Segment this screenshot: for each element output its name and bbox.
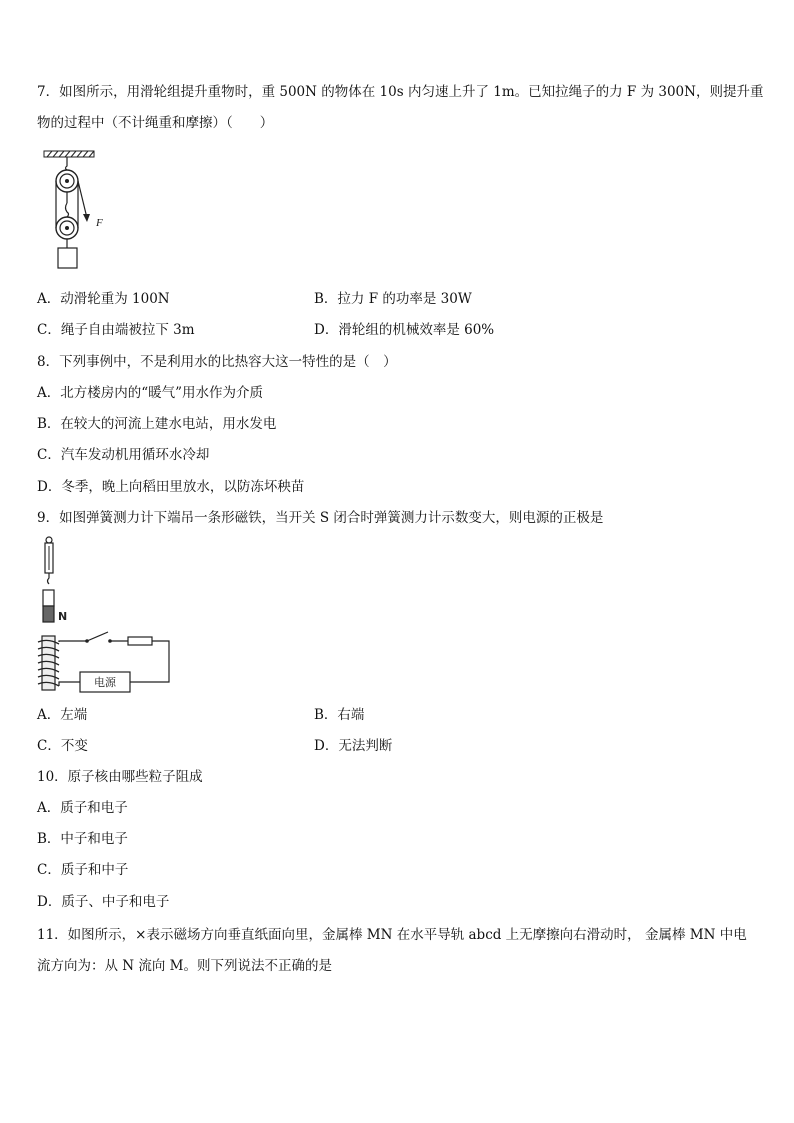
switch-s xyxy=(87,632,108,641)
q8-option-d: D．冬季，晚上向稻田里放水，以防冻坏秧苗 xyxy=(37,479,305,495)
force-label: F xyxy=(96,217,103,229)
q7-option-b: B．拉力 F 的功率是 30W xyxy=(314,291,472,307)
electromagnet-circuit-figure xyxy=(30,534,180,694)
q8-option-a: A．北方楼房内的“暖气”用水作为介质 xyxy=(37,385,264,401)
q8-option-c: C．汽车发动机用循环水冷却 xyxy=(37,447,210,463)
q9-option-c: C．不变 xyxy=(37,738,88,754)
q7-stem-line2: 物的过程中（不计绳重和摩擦）（ ） xyxy=(37,115,274,131)
resistor xyxy=(128,637,152,645)
q9-option-d: D．无法判断 xyxy=(314,738,393,754)
power-source-label: 电源 xyxy=(94,676,116,689)
q7-option-a: A．动滑轮重为 100N xyxy=(37,291,170,307)
q10-stem: 10．原子核由哪些粒子阻成 xyxy=(37,769,203,785)
magnet-n-label: N xyxy=(58,610,68,623)
q10-option-b: B．中子和电子 xyxy=(37,831,128,847)
q9-option-b: B．右端 xyxy=(314,707,365,723)
q11-stem-line2: 流方向为：从 N 流向 M。则下列说法不正确的是 xyxy=(37,958,333,974)
q9-option-a: A．左端 xyxy=(37,707,88,723)
q7-option-c: C．绳子自由端被拉下 3m xyxy=(37,322,195,338)
q10-option-d: D．质子、中子和电子 xyxy=(37,894,170,910)
q7-option-d: D．滑轮组的机械效率是 60% xyxy=(314,322,495,338)
q11-stem-line1: 11．如图所示，×表示磁场方向垂直纸面向里，金属棒 MN 在水平导轨 abcd 上无摩擦向右滑动时， 金属棒 MN 中电 xyxy=(37,927,747,943)
q8-option-b: B．在较大的河流上建水电站，用水发电 xyxy=(37,416,277,432)
pulley-system-figure xyxy=(38,148,118,273)
q10-option-c: C．质子和中子 xyxy=(37,862,129,878)
q8-stem: 8．下列事例中，不是利用水的比热容大这一特性的是（ ） xyxy=(37,354,397,370)
q10-option-a: A．质子和电子 xyxy=(37,800,128,816)
q7-stem-line1: 7．如图所示，用滑轮组提升重物时，重 500N 的物体在 10s 内匀速上升了 1m。已知拉绳子的力 F 为 300N，则提升重 xyxy=(37,84,764,100)
q9-stem: 9．如图弹簧测力计下端吊一条形磁铁，当开关 S 闭合时弹簧测力计示数变大，则电源的正极是 xyxy=(37,510,604,526)
